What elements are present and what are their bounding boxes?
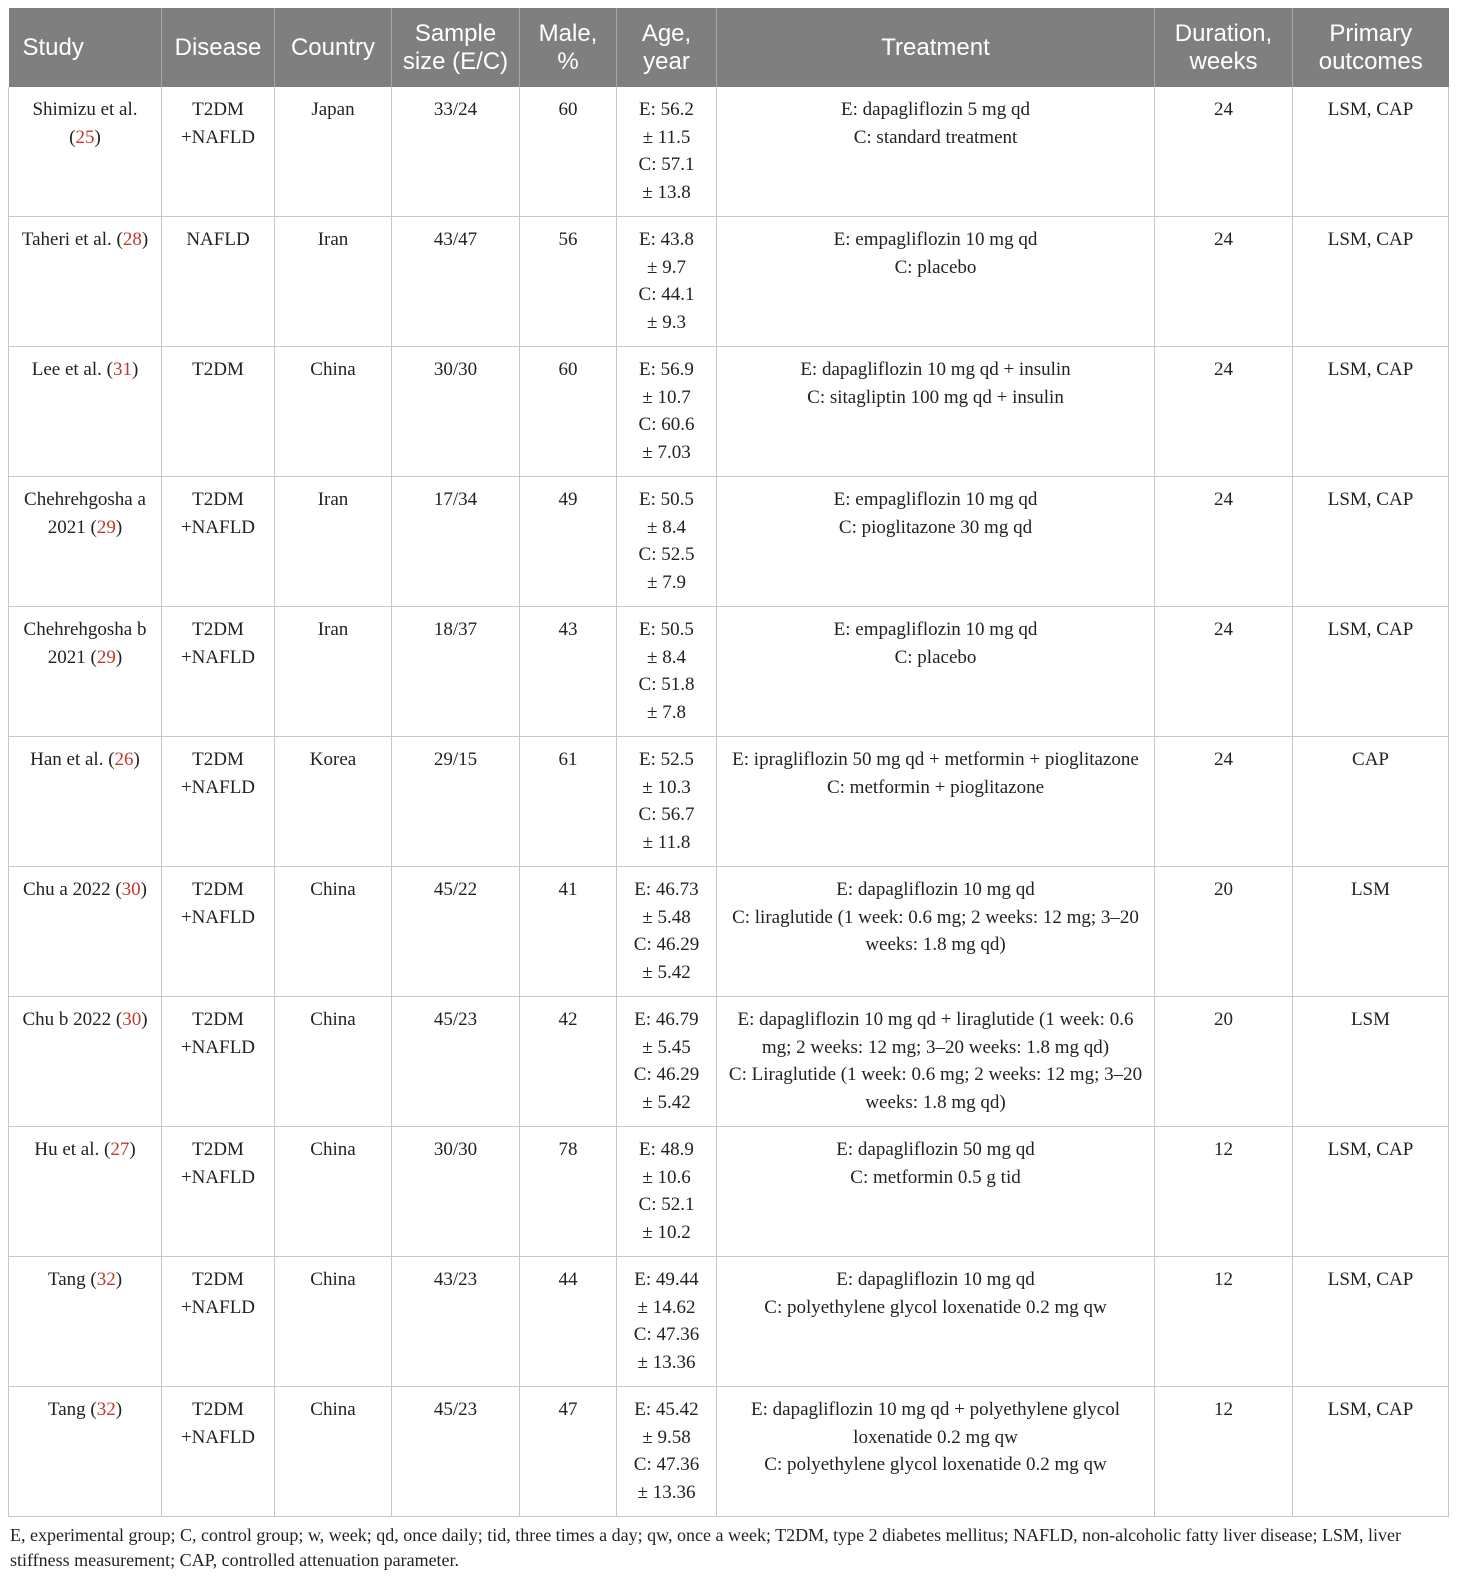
cell-primary-outcomes: LSM, CAP [1293, 87, 1449, 217]
study-name: Lee et al. ( [31, 359, 113, 380]
age-line: E: 49.44 [634, 1269, 699, 1290]
cell-sample-size: 17/34 [392, 477, 520, 607]
table-row [9, 477, 1449, 607]
cell-duration: 24 [1155, 217, 1293, 347]
cell-primary-outcomes: LSM, CAP [1293, 1257, 1449, 1387]
age-line: ± 7.8 [647, 701, 686, 723]
cell-country: China [275, 1127, 392, 1257]
treatment-line: C: polyethylene glycol loxenatide 0.2 mg qw [764, 1454, 1107, 1475]
cell-male: 78 [520, 1127, 617, 1257]
age-line: ± 14.62 [637, 1296, 696, 1318]
cell-sample-size: 43/47 [392, 217, 520, 347]
cell-sample-size: 45/23 [392, 997, 520, 1127]
treatment-line: E: empagliflozin 10 mg qd [833, 489, 1038, 510]
cell-male: 47 [520, 1387, 617, 1517]
treatment-line: C: pioglitazone 30 mg qd [838, 516, 1033, 538]
treatment-line: E: dapagliflozin 10 mg qd + liraglutide (1 week: 0.6 mg; 2 weeks: 12 mg; 3–20 weeks: 1.8 mg qd) [737, 1009, 1134, 1058]
cell-study [9, 867, 162, 997]
cell-male: 60 [520, 87, 617, 217]
cell-male: 43 [520, 607, 617, 737]
age-line: ± 9.3 [647, 311, 686, 333]
treatment-line: E: empagliflozin 10 mg qd [833, 229, 1038, 250]
treatment-line: E: empagliflozin 10 mg qd [833, 619, 1038, 640]
study-name-close: ) [131, 359, 139, 380]
treatment-line: E: dapagliflozin 10 mg qd + polyethylene glycol loxenatide 0.2 mg qw [751, 1399, 1120, 1448]
cell-disease: T2DM +NAFLD [162, 1257, 275, 1387]
age-line: C: 46.29 [633, 1064, 700, 1085]
cell-primary-outcomes: LSM, CAP [1293, 477, 1449, 607]
cell-sample-size: 45/22 [392, 867, 520, 997]
cell-male: 60 [520, 347, 617, 477]
cell-age [617, 477, 717, 607]
cell-primary-outcomes: LSM, CAP [1293, 217, 1449, 347]
study-name-close: ) [129, 1139, 136, 1160]
cell-country: Korea [275, 737, 392, 867]
cell-country: China [275, 1387, 392, 1517]
cell-treatment [717, 87, 1155, 217]
reference-link[interactable]: 27 [110, 1139, 130, 1160]
cell-treatment [717, 217, 1155, 347]
cell-treatment [717, 1127, 1155, 1257]
age-line: ± 8.4 [647, 516, 686, 538]
cell-study [9, 347, 162, 477]
treatment-line: E: dapagliflozin 5 mg qd [841, 99, 1030, 120]
cell-treatment [717, 477, 1155, 607]
age-line: C: 57.1 [638, 154, 695, 175]
cell-disease: NAFLD [162, 217, 275, 347]
cell-duration: 24 [1155, 87, 1293, 217]
age-line: E: 52.5 [639, 749, 694, 770]
study-name-close: ) [115, 646, 123, 668]
cell-treatment [717, 737, 1155, 867]
cell-male: 42 [520, 997, 617, 1127]
cell-country: China [275, 1257, 392, 1387]
age-line: ± 10.7 [642, 386, 691, 408]
cell-sample-size: 33/24 [392, 87, 520, 217]
cell-sample-size: 45/23 [392, 1387, 520, 1517]
cell-primary-outcomes: LSM [1293, 997, 1449, 1127]
reference-link[interactable]: 25 [75, 126, 95, 148]
table-row [9, 1257, 1449, 1387]
study-name-close: ) [115, 516, 123, 538]
treatment-line: C: metformin + pioglitazone [826, 776, 1045, 798]
cell-study [9, 477, 162, 607]
cell-study [9, 607, 162, 737]
cell-sample-size: 18/37 [392, 607, 520, 737]
cell-country: Iran [275, 217, 392, 347]
treatment-line: C: placebo [894, 256, 977, 278]
treatment-line: E: dapagliflozin 10 mg qd [836, 879, 1035, 900]
cell-sample-size: 43/23 [392, 1257, 520, 1387]
table-container [8, 8, 1448, 1573]
age-line: C: 46.29 [633, 934, 700, 955]
study-name: Chehrehgosha b 2021 ( [23, 619, 147, 668]
reference-link[interactable]: 29 [96, 516, 116, 538]
age-line: E: 46.79 [634, 1009, 699, 1030]
treatment-line: C: liraglutide (1 week: 0.6 mg; 2 weeks: 12 mg; 3–20 weeks: 1.8 mg qd) [732, 906, 1139, 955]
cell-primary-outcomes: LSM [1293, 867, 1449, 997]
cell-country: China [275, 997, 392, 1127]
age-line: ± 10.3 [642, 776, 691, 798]
reference-link[interactable]: 30 [121, 879, 141, 900]
reference-link[interactable]: 26 [114, 749, 134, 770]
age-line: E: 46.73 [634, 879, 699, 900]
age-line: C: 47.36 [633, 1454, 700, 1475]
cell-treatment [717, 347, 1155, 477]
age-line: ± 7.9 [647, 571, 686, 593]
treatment-line: E: ipragliflozin 50 mg qd + metformin + pioglitazone [732, 749, 1139, 770]
age-line: C: 44.1 [638, 284, 695, 305]
age-line: E: 48.9 [639, 1139, 694, 1160]
cell-treatment [717, 867, 1155, 997]
reference-link[interactable]: 31 [112, 359, 132, 380]
treatment-line: C: standard treatment [853, 126, 1018, 148]
study-name-close: ) [140, 879, 147, 900]
cell-male: 56 [520, 217, 617, 347]
cell-duration: 20 [1155, 867, 1293, 997]
study-name: Chu b 2022 ( [22, 1009, 123, 1030]
treatment-line: E: dapagliflozin 50 mg qd [836, 1139, 1035, 1160]
header-country: Country [275, 8, 392, 87]
study-name-close: ) [133, 749, 140, 770]
study-name: Hu et al. ( [34, 1139, 111, 1160]
table-row [9, 87, 1449, 217]
cell-age [617, 1257, 717, 1387]
age-line: ± 11.5 [642, 126, 691, 148]
study-name: Chu a 2022 ( [22, 879, 122, 900]
cell-study [9, 997, 162, 1127]
age-line: C: 47.36 [633, 1324, 700, 1345]
cell-country: Iran [275, 607, 392, 737]
treatment-line: C: sitagliptin 100 mg qd + insulin [807, 386, 1064, 408]
reference-link[interactable]: 29 [96, 646, 116, 668]
age-line: C: 56.7 [638, 804, 695, 825]
header-male: Male, % [520, 8, 617, 87]
age-line: ± 9.7 [647, 256, 686, 278]
cell-study [9, 1387, 162, 1517]
cell-age [617, 867, 717, 997]
age-line: E: 50.5 [639, 489, 694, 510]
age-line: C: 60.6 [638, 414, 695, 435]
age-line: ± 9.58 [642, 1426, 691, 1448]
study-characteristics-table [8, 8, 1449, 1517]
reference-link[interactable]: 30 [122, 1009, 142, 1030]
cell-treatment [717, 1387, 1155, 1517]
cell-study [9, 87, 162, 217]
header-sample-size: Sample size (E/C) [392, 8, 520, 87]
cell-disease: T2DM +NAFLD [162, 607, 275, 737]
reference-link[interactable]: 32 [96, 1269, 116, 1290]
study-name-close: ) [141, 1009, 148, 1030]
cell-duration: 24 [1155, 347, 1293, 477]
cell-country: China [275, 347, 392, 477]
cell-disease: T2DM +NAFLD [162, 867, 275, 997]
age-line: ± 8.4 [647, 646, 686, 668]
cell-duration: 12 [1155, 1127, 1293, 1257]
cell-primary-outcomes: LSM, CAP [1293, 347, 1449, 477]
age-line: E: 43.8 [639, 229, 694, 250]
cell-disease: T2DM [162, 347, 275, 477]
table-row [9, 217, 1449, 347]
cell-duration: 24 [1155, 737, 1293, 867]
cell-disease: T2DM +NAFLD [162, 87, 275, 217]
table-row [9, 737, 1449, 867]
reference-link[interactable]: 28 [122, 229, 142, 250]
study-name-close: ) [94, 126, 101, 148]
header-row [9, 8, 1449, 87]
age-line: E: 50.5 [639, 619, 694, 640]
table-row [9, 347, 1449, 477]
table-row [9, 1127, 1449, 1257]
table-row [9, 607, 1449, 737]
cell-country: Japan [275, 87, 392, 217]
age-line: ± 10.2 [642, 1221, 691, 1243]
cell-primary-outcomes: CAP [1293, 737, 1449, 867]
cell-treatment [717, 607, 1155, 737]
cell-study [9, 1127, 162, 1257]
table-row [9, 997, 1449, 1127]
cell-male: 41 [520, 867, 617, 997]
treatment-line: C: metformin 0.5 g tid [850, 1166, 1021, 1188]
age-line: ± 5.42 [642, 1091, 691, 1113]
cell-primary-outcomes: LSM, CAP [1293, 607, 1449, 737]
study-name: Han et al. ( [30, 749, 115, 770]
cell-male: 61 [520, 737, 617, 867]
cell-disease: T2DM +NAFLD [162, 1127, 275, 1257]
cell-treatment [717, 997, 1155, 1127]
cell-study [9, 1257, 162, 1387]
study-name: Chehrehgosha a 2021 ( [24, 489, 146, 538]
study-name-close: ) [141, 229, 149, 250]
age-line: E: 56.9 [639, 359, 694, 380]
age-line: ± 5.42 [642, 961, 691, 983]
cell-treatment [717, 1257, 1155, 1387]
cell-male: 44 [520, 1257, 617, 1387]
cell-primary-outcomes: LSM, CAP [1293, 1387, 1449, 1517]
cell-age [617, 1387, 717, 1517]
cell-country: Iran [275, 477, 392, 607]
cell-study [9, 217, 162, 347]
cell-age [617, 87, 717, 217]
age-line: ± 13.8 [642, 181, 691, 203]
treatment-line: C: placebo [894, 646, 977, 668]
cell-study [9, 737, 162, 867]
study-name-close: ) [115, 1269, 123, 1290]
cell-sample-size: 29/15 [392, 737, 520, 867]
cell-duration: 24 [1155, 477, 1293, 607]
age-line: ± 11.8 [642, 831, 691, 853]
age-line: ± 13.36 [637, 1351, 696, 1373]
cell-primary-outcomes: LSM, CAP [1293, 1127, 1449, 1257]
cell-disease: T2DM +NAFLD [162, 477, 275, 607]
study-name: Taheri et al. ( [21, 229, 123, 250]
header-age: Age, year [617, 8, 717, 87]
cell-disease: T2DM +NAFLD [162, 997, 275, 1127]
age-line: ± 13.36 [637, 1481, 696, 1503]
header-primary-outcomes: Primary outcomes [1293, 8, 1449, 87]
header-study: Study [9, 8, 162, 87]
study-name-close: ) [115, 1399, 123, 1420]
header-disease: Disease [162, 8, 275, 87]
cell-age [617, 997, 717, 1127]
age-line: ± 5.48 [642, 906, 691, 928]
table-footnote: E, experimental group; C, control group; w, week; qd, once daily; tid, three times a day; qw, once a week; T2DM, type 2 diabetes mellitus; NAFLD, non-alcoholic fatty liver disease; LSM, liver stiffness measurement; CAP, controlled attenuation parameter. [10, 1525, 1401, 1570]
cell-age [617, 217, 717, 347]
cell-duration: 12 [1155, 1257, 1293, 1387]
table-row [9, 867, 1449, 997]
header-duration: Duration, weeks [1155, 8, 1293, 87]
cell-duration: 20 [1155, 997, 1293, 1127]
cell-disease: T2DM +NAFLD [162, 737, 275, 867]
study-name: Tang ( [47, 1399, 97, 1420]
treatment-line: E: dapagliflozin 10 mg qd [836, 1269, 1035, 1290]
age-line: E: 56.2 [639, 99, 694, 120]
cell-disease: T2DM +NAFLD [162, 1387, 275, 1517]
age-line: ± 5.45 [642, 1036, 691, 1058]
cell-duration: 24 [1155, 607, 1293, 737]
reference-link[interactable]: 32 [96, 1399, 116, 1420]
cell-sample-size: 30/30 [392, 1127, 520, 1257]
age-line: C: 52.1 [638, 1194, 695, 1215]
cell-age [617, 737, 717, 867]
age-line: C: 52.5 [638, 544, 695, 565]
age-line: ± 10.6 [642, 1166, 691, 1188]
cell-duration: 12 [1155, 1387, 1293, 1517]
cell-male: 49 [520, 477, 617, 607]
age-line: C: 51.8 [638, 674, 695, 695]
table-row [9, 1387, 1449, 1517]
table-body [9, 87, 1449, 1517]
treatment-line: C: polyethylene glycol loxenatide 0.2 mg qw [764, 1296, 1107, 1318]
age-line: E: 45.42 [634, 1399, 699, 1420]
header-treatment: Treatment [717, 8, 1155, 87]
cell-country: China [275, 867, 392, 997]
study-name: Tang ( [47, 1269, 97, 1290]
treatment-line: C: Liraglutide (1 week: 0.6 mg; 2 weeks: 12 mg; 3–20 weeks: 1.8 mg qd) [728, 1064, 1143, 1113]
cell-age [617, 347, 717, 477]
treatment-line: E: dapagliflozin 10 mg qd + insulin [800, 359, 1071, 380]
age-line: ± 7.03 [642, 441, 691, 463]
study-name: Shimizu et al. ( [32, 99, 138, 148]
cell-age [617, 607, 717, 737]
cell-sample-size: 30/30 [392, 347, 520, 477]
cell-age [617, 1127, 717, 1257]
